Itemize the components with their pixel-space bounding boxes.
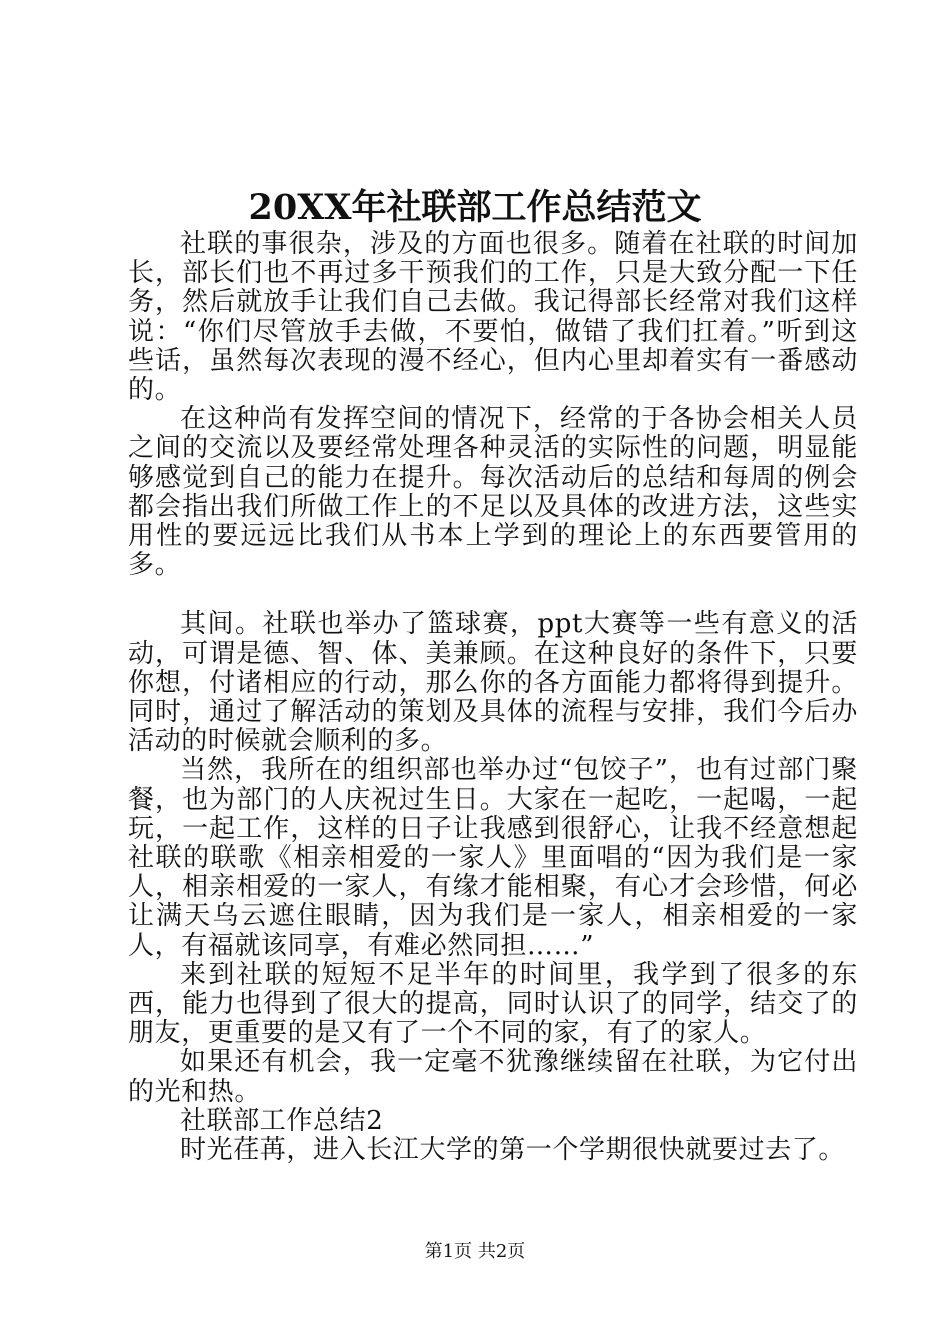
paragraph-1: 社联的事很杂，涉及的方面也很多。随着在社联的时间加长，部长们也不再过多干预我们的工作，只是大致分配一下任务，然后就放手让我们自己去做。我记得部长经常对我们这样说：“你们尽管放手去做，不要怕，做错了我们扛着。”听到这些话，虽然每次表现的漫不经心，但内心里却着实有一番感动的。 — [128, 229, 858, 406]
paragraph-2: 在这种尚有发挥空间的情况下，经常的于各协会相关人员之间的交流以及要经常处理各种灵活的实际性的问题，明显能够感觉到自己的能力在提升。每次活动后的总结和每周的例会都会指出我们所做工作上的不足以及具体的改进方法，这些实用性的要远远比我们从书本上学到的理论上的东西要管用的多。 — [128, 404, 858, 581]
document-body — [128, 230, 858, 1165]
document-title: 20XX年社联部工作总结范文 — [248, 187, 702, 228]
paragraph-4: 当然，我所在的组织部也举办过“包饺子”，也有过部门聚餐，也为部门的人庆祝过生日。大家在一起吃，一起喝，一起玩，一起工作，这样的日子让我感到很舒心，让我不经意想起社联的联歌《相亲相爱的一家人》里面唱的“因为我们是一家人，相亲相爱的一家人，有缘才能相聚，有心才会珍惜，何必让满天乌云遮住眼睛，因为我们是一家人，相亲相爱的一家人，有福就该同享，有难必然同担……” — [128, 755, 858, 961]
section-subheading: 社联部工作总结2 — [180, 1105, 384, 1136]
paragraph-3: 其间。社联也举办了篮球赛，ppt大赛等一些有意义的活动，可谓是德、智、体、美兼顾。在这种良好的条件下，只要你想，付诸相应的行动，那么你的各方面能力都将得到提升。同时，通过了解活动的策划及具体的流程与安排，我们今后办活动的时候就会顺利的多。 — [128, 609, 858, 757]
paragraph-5: 来到社联的短短不足半年的时间里，我学到了很多的东西，能力也得到了很大的提高，同时认识了的同学，结交了的朋友，更重要的是又有了一个不同的家，有了的家人。 — [128, 959, 858, 1049]
paragraph-6: 如果还有机会，我一定毫不犹豫继续留在社联，为它付出的光和热。 — [128, 1047, 858, 1107]
page-footer: 第1页 共2页 — [424, 1241, 526, 1262]
paragraph-7: 时光荏苒，进入长江大学的第一个学期很快就要过去了。 — [180, 1135, 846, 1166]
